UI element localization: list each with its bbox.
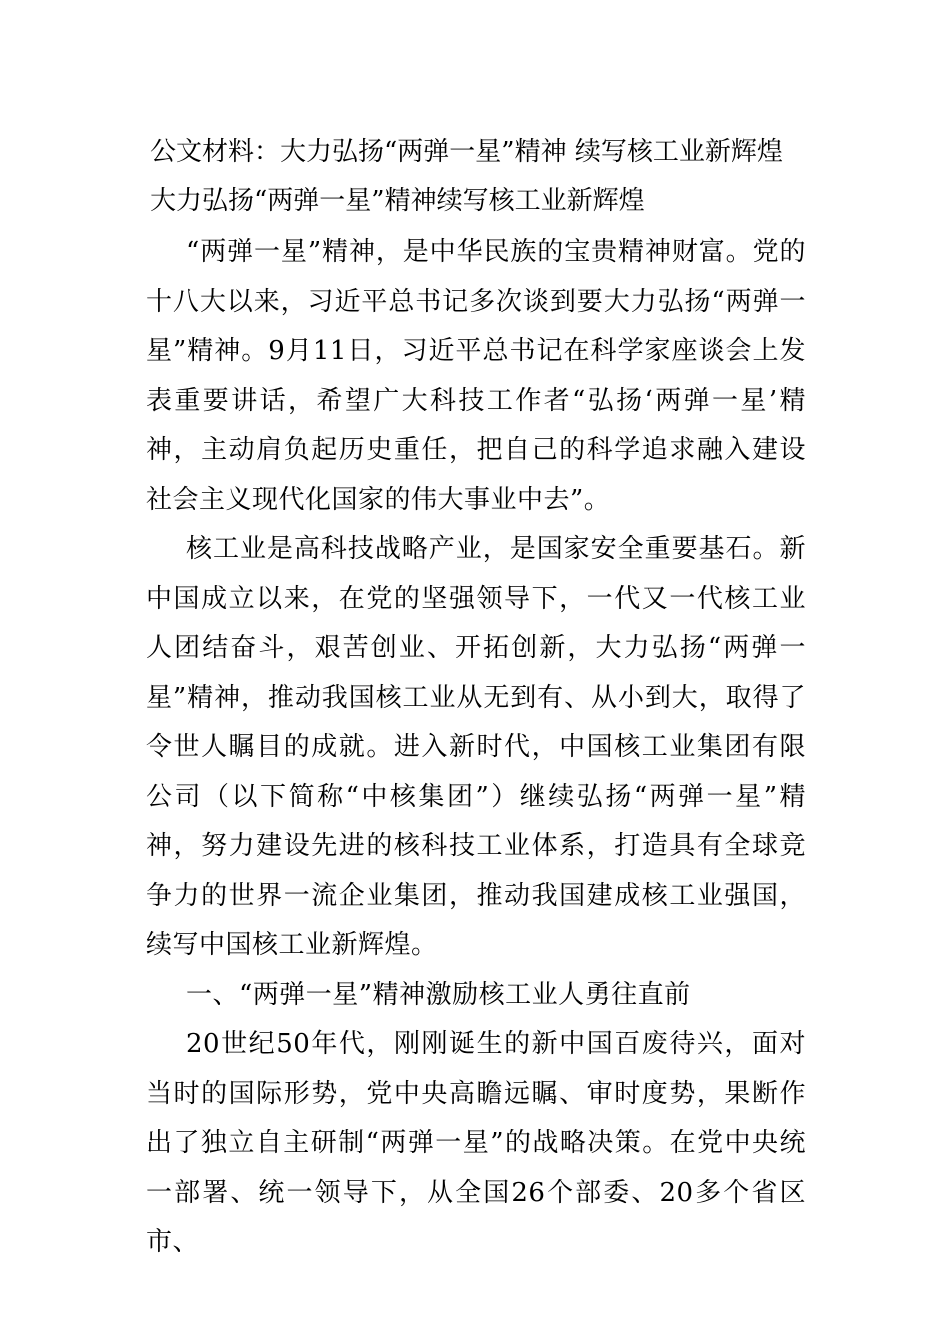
paragraph-2: 核工业是高科技战略产业，是国家安全重要基石。新中国成立以来，在党的坚强领导下，一代又一代核工业人团结奋斗，艰苦创业、开拓创新，大力弘扬“两弹一星”精神，推动我国核工业从无到有、从小到大，取得了令世人瞩目的成就。进入新时代，中国核工业集团有限公司（以下简称“中核集团”）继续弘扬“两弹一星”精神，努力建设先进的核科技工业体系，打造具有全球竞争力的世界一流企业集团，推动我国建成核工业强国，续写中国核工业新辉煌。 (146, 534, 806, 960)
paragraph-3: 20世纪50年代，刚刚诞生的新中国百废待兴，面对当时的国际形势，党中央高瞻远瞩、审时度势，果断作出了独立自主研制“两弹一星”的战略决策。在党中央统一部署、统一领导下，从全国26个部委、20多个省区市、 (146, 1029, 806, 1257)
document-title-line-2: 大力弘扬“两弹一星”精神续写核工业新辉煌 (150, 186, 645, 216)
paragraph-1: “两弹一星”精神，是中华民族的宝贵精神财富。党的十八大以来，习近平总书记多次谈到要大力弘扬“两弹一星”精神。9月11日，习近平总书记在科学家座谈会上发表重要讲话，希望广大科技工作者“弘扬‘两弹一星’精神，主动肩负起历史重任，把自己的科学追求融入建设社会主义现代化国家的伟大事业中去”。 (146, 237, 806, 515)
section-heading-1: 一、“两弹一星”精神激励核工业人勇往直前 (186, 979, 691, 1010)
document-title-line-1: 公文材料：大力弘扬“两弹一星”精神 续写核工业新辉煌 (150, 137, 783, 167)
document-body (146, 228, 806, 1268)
